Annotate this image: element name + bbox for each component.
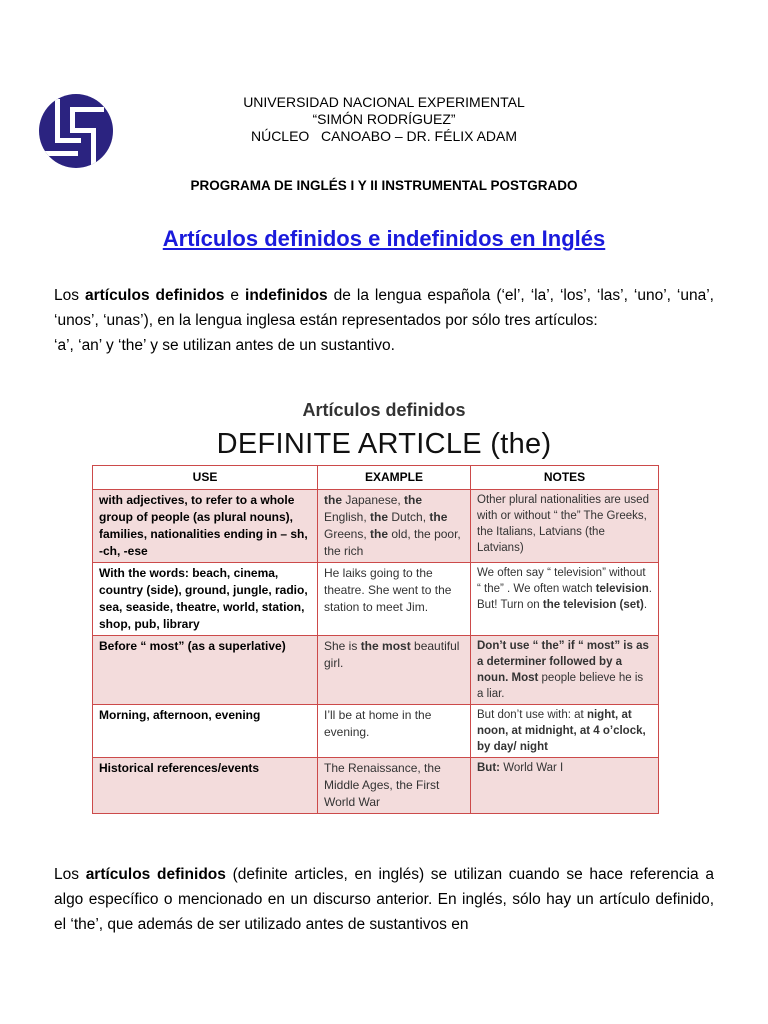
cell-example-segment: old, the poor, the rich [324,527,461,558]
intro-paragraph [54,283,714,358]
cell-example-segment: He laiks going to the theatre. She went to the station to meet Jim. [324,566,452,614]
cell-use: With the words: beach, cinema, country (side), ground, jungle, radio, sea, seaside, theatre, world, station, shop, pub, library [93,563,318,636]
cell-notes [471,636,659,705]
definite-article-table [92,465,659,814]
cell-example-segment: the [429,510,448,524]
university-name: UNIVERSIDAD NACIONAL EXPERIMENTAL [243,94,525,110]
cell-notes-segment: people believe he is a liar. [477,672,644,700]
cell-example-segment: the [370,510,389,524]
cell-example [318,705,471,758]
cell-notes [471,758,659,814]
cell-example-segment: The Renaissance, the Middle Ages, the First World War [324,761,441,809]
cell-example [318,636,471,705]
cell-example [318,563,471,636]
cell-notes-segment: Other plural nationalities are used with or without “ the” The Greeks, the Italians, Latvians (the Latvians) [477,494,649,554]
cell-notes-segment: night, at noon, at midnight, at 4 o’clock, by day/ night [477,709,646,753]
body-text: Los [54,866,86,883]
column-header-example: EXAMPLE [318,466,471,490]
cell-use: with adjectives, to refer to a whole group of people (as plural nouns), families, nationalities ending in – sh, -ch, -ese [93,490,318,563]
cell-notes-segment: World War I [500,762,564,774]
cell-notes [471,490,659,563]
cell-example-segment: beautiful girl. [324,639,460,670]
section-heading: Artículos definidos [302,400,466,420]
cell-notes-segment: . But! Turn on [477,583,652,611]
table-title: DEFINITE ARTICLE (the) [216,428,552,460]
table-row [93,563,659,636]
cell-notes-segment: television [595,583,649,595]
cell-example-segment: the most [360,639,411,653]
body-paragraph [54,862,714,937]
cell-use: Historical references/events [93,758,318,814]
cell-notes [471,705,659,758]
column-header-notes: NOTES [471,466,659,490]
table-row [93,636,659,705]
cell-example-segment: She is [324,639,361,653]
cell-use: Before “ most” (as a superlative) [93,636,318,705]
university-logo-icon [38,93,114,169]
cell-notes-segment: But don’t use with: at [477,709,587,721]
cell-example-segment: English, [324,510,371,524]
cell-use: Morning, afternoon, evening [93,705,318,758]
cell-example-segment: the [324,493,342,507]
cell-notes [471,563,659,636]
campus-name: NÚCLEO CANOABO – DR. FÉLIX ADAM [250,128,518,144]
university-header [160,94,608,145]
document-title: Artículos definidos e indefinidos en Inglés [162,226,606,251]
cell-notes-segment: We often say “ television” without “ the” . We often watch [477,567,646,595]
cell-example [318,490,471,563]
body-text: (definite articles, en inglés) se utilizan cuando se hace referencia a algo específico o mencionado en un discurso anterior. En inglés, sólo hay un artículo definido, el ‘the’, que además de ser utilizado antes de sustantivos en [54,866,714,933]
intro-text: de la lengua española (‘el’, ‘la’, ‘los’, ‘las’, ‘uno’, ‘una’, ‘unos’, ‘unas’), en la lengua inglesa están representados por sólo tres artículos: [54,287,714,329]
intro-line2: ‘a’, ‘an’ y ‘the’ y se utilizan antes de un sustantivo. [54,337,395,354]
cell-notes-segment: the television (set) [542,599,644,611]
cell-example-segment: the [370,527,389,541]
university-subname: “SIMÓN RODRÍGUEZ” [312,111,456,127]
cell-example-segment: the [404,493,423,507]
program-title: PROGRAMA DE INGLÉS I Y II INSTRUMENTAL POSTGRADO [190,178,578,193]
cell-notes-segment: But: [477,762,500,774]
intro-text: e [224,287,246,304]
column-header-use: USE [93,466,318,490]
cell-example-segment: Japanese, [342,493,405,507]
intro-text: Los [54,287,85,304]
cell-notes-segment: . [643,599,648,611]
cell-example-segment: Dutch, [388,510,430,524]
cell-example-segment: Greens, [324,527,371,541]
cell-example [318,758,471,814]
intro-bold: artículos definidos [84,287,225,304]
body-bold: artículos definidos [85,866,226,883]
table-row [93,758,659,814]
table-row [93,705,659,758]
intro-bold: indefinidos [245,287,328,304]
cell-notes-segment: Don’t use “ the” if “ most” is as a determiner followed by a noun. Most [477,640,649,684]
cell-example-segment: I’ll be at home in the evening. [324,708,432,739]
table-row [93,490,659,563]
